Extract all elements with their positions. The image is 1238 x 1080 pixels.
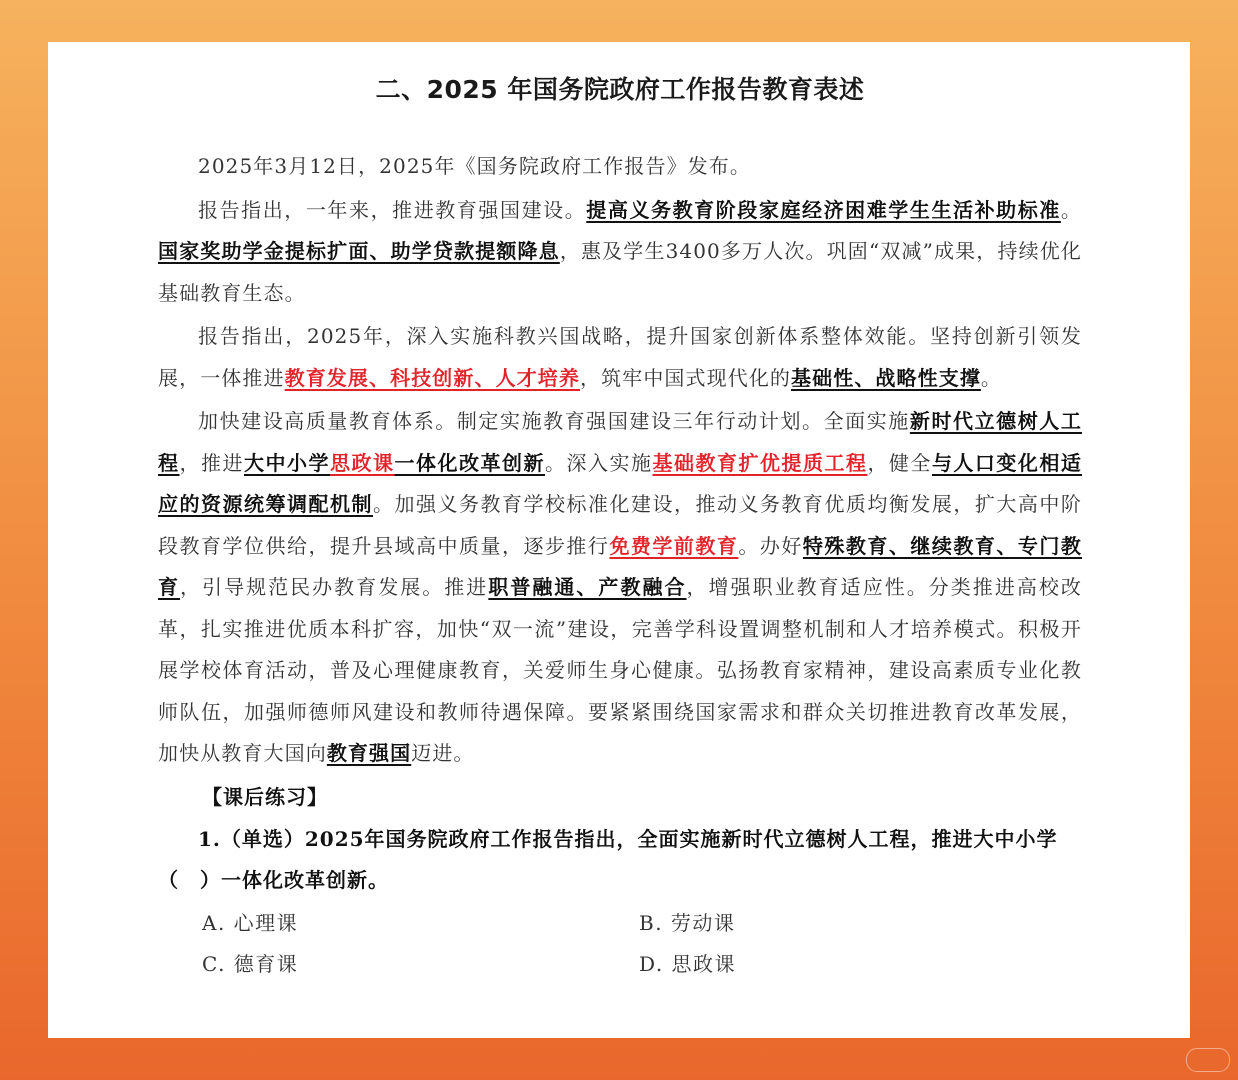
paragraph-strategy [158, 316, 1082, 399]
text-span: 。 [980, 365, 1003, 390]
text-span: ，健全 [867, 450, 932, 475]
highlight-red: 免费学前教育 [609, 533, 739, 558]
highlight-bold: 职普融通、产教融合 [488, 575, 687, 599]
highlight-bold: 新时代立德树人工程 [158, 409, 1082, 475]
text-span: ，惠及学生3400多万人次。巩固“双减”成果，持续优化基础教育生态。 [158, 239, 1082, 305]
highlight-red: 教育发展、科技创新、人才培养 [284, 365, 581, 390]
text-span: 。办好 [738, 533, 803, 558]
answer-options [158, 903, 1082, 985]
text-span: 报告指出，2025年，深入实施科教兴国战略，提升国家创新体系整体效能。坚持创新引领发展，一体推进 [158, 324, 1082, 390]
option-d: D. 思政课 [639, 951, 737, 976]
paragraph-education-system [158, 401, 1082, 775]
option-c: C. 德育课 [202, 951, 299, 976]
text-span: 。 [1060, 197, 1082, 222]
text-span: 加快建设高质量教育体系。制定实施教育强国建设三年行动计划。全面实施 [198, 409, 910, 433]
document-page [48, 42, 1190, 1038]
highlight-bold: 大中小学 [244, 450, 330, 475]
watermark-badge [1186, 1048, 1230, 1072]
exercise-heading: 【课后练习】 [202, 784, 328, 809]
option-a: A. 心理课 [202, 910, 299, 935]
highlight-bold: 一体化改革创新 [394, 450, 545, 475]
document-title: 二、2025 年国务院政府工作报告教育表述 [375, 75, 865, 104]
text-span: 。深入实施 [544, 450, 653, 475]
highlight-bold: 提高义务教育阶段家庭经济困难学生生活补助标准 [586, 197, 1061, 222]
option-b: B. 劳动课 [639, 910, 736, 935]
question-text: 1.（单选）2025年国务院政府工作报告指出，全面实施新时代立德树人工程，推进大中小学（ ）一体化改革创新。 [158, 826, 1058, 892]
text-span: 迈进。 [411, 741, 475, 765]
highlight-red: 思政课 [330, 450, 395, 475]
highlight-bold: 与人口变化相适应的资源统筹调配机制 [158, 450, 1083, 516]
text-span: ，引导规范民办教育发展。推进 [180, 575, 489, 599]
highlight-bold: 教育强国 [326, 741, 412, 765]
text-span: ，筑牢中国式现代化的 [580, 365, 792, 390]
highlight-bold: 基础性、战略性支撑 [791, 365, 981, 390]
text-span: ，增强职业教育适应性。分类推进高校改革，扎实推进优质本科扩容，加快“双一流”建设，完善学科设置调整机制和人才培养模式。积极开展学校体育活动，普及心理健康教育，关爱师生身心健康。弘扬教育家精神，建设高素质专业化教师队伍，加强师德师风建设和教师待遇保障。要紧紧围绕国家需求和群众关切推进教育改革发展，加快从教育大国向 [158, 575, 1082, 765]
highlight-bold: 特殊教育、继续教育、专门教育 [158, 533, 1082, 599]
text-span: ，推进 [179, 450, 244, 475]
paragraph-achievements [158, 190, 1082, 315]
highlight-bold: 国家奖助学金提标扩面、助学贷款提额降息 [158, 239, 560, 263]
paragraph-release-date: 2025年3月12日，2025年《国务院政府工作报告》发布。 [198, 154, 751, 178]
highlight-red: 基础教育扩优提质工程 [652, 450, 868, 475]
text-span: 。加强义务教育学校标准化建设，推动义务教育优质均衡发展，扩大高中阶段教育学位供给，提升县域高中质量，逐步推行 [158, 492, 1082, 558]
text-span: 报告指出，一年来，推进教育强国建设。 [198, 197, 587, 222]
